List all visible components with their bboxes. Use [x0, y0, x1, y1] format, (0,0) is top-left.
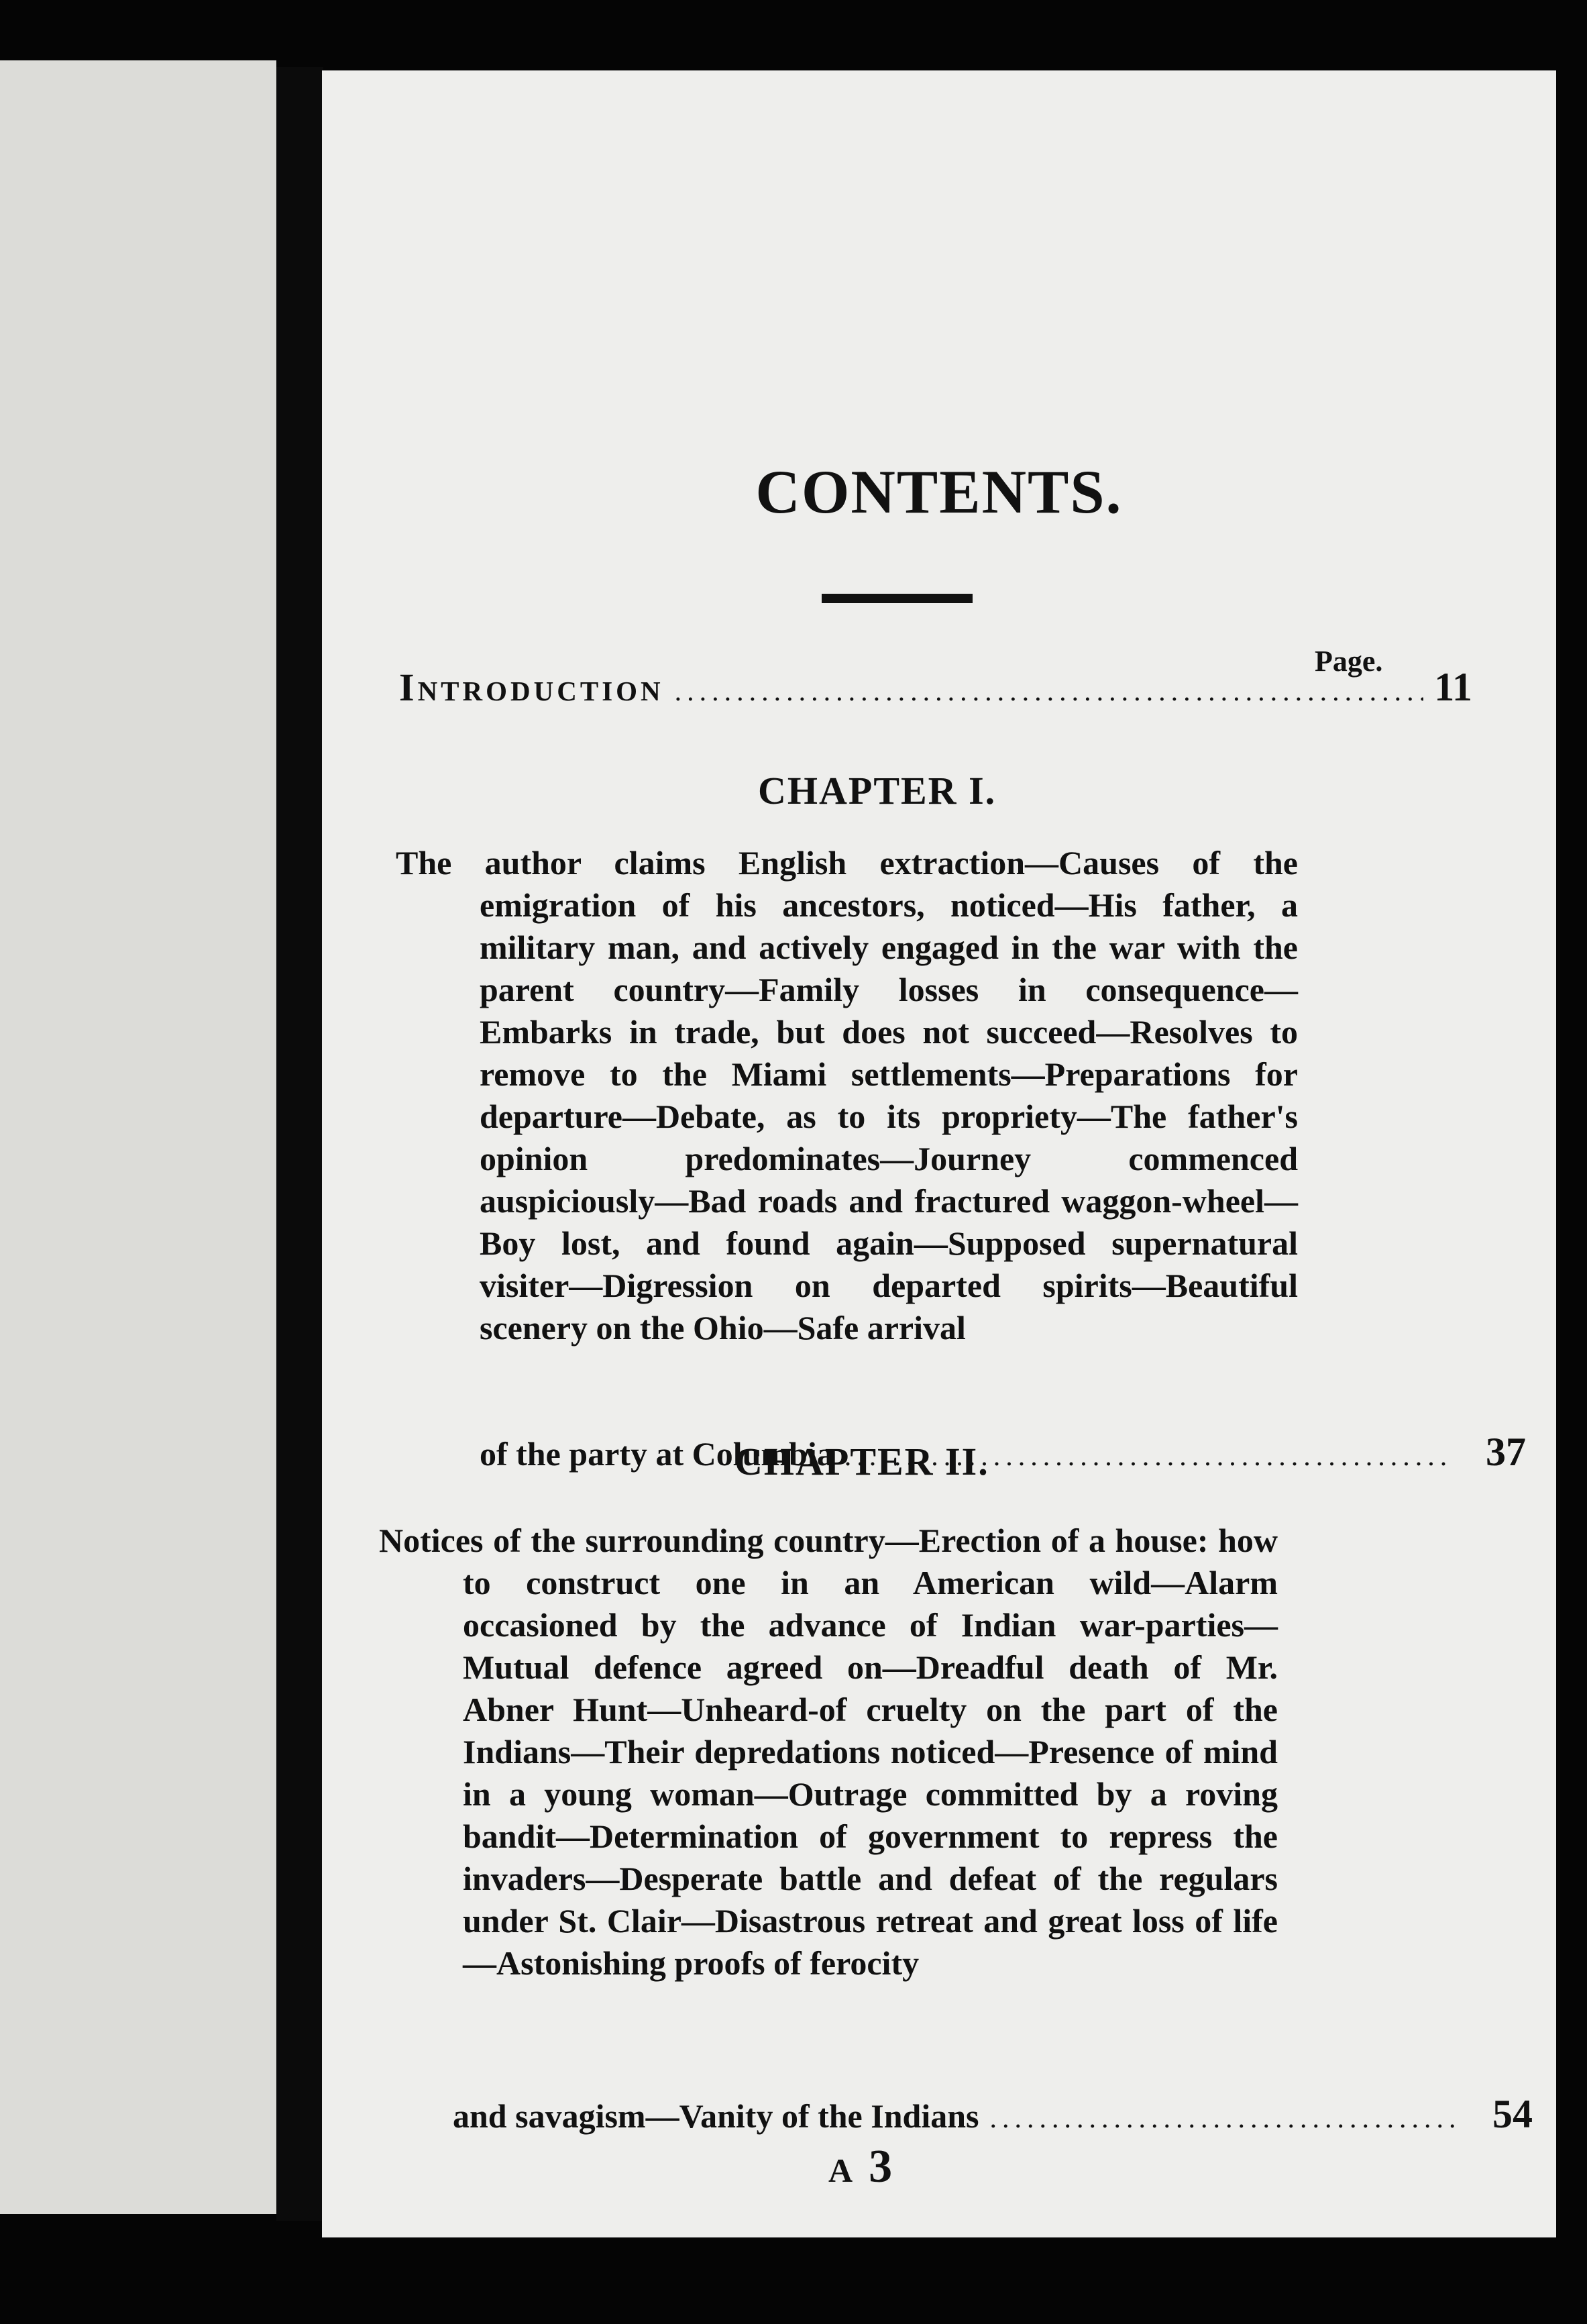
- chapter-2-summary: Notices of the surrounding country—Erection of a house: how to construct one in an American wild—Alarm occasioned by the advance of Indian war-parties—Mutual defence agreed on—Dreadful death of Mr. Abner Hunt—Unheard-of cruelty on the part of the Indians—Their depredations noticed—Presence of mind in a young woman—Outrage committed by a roving bandit—Determination of government to repress the invaders—Desperate battle and defeat of the regulars under St. Clair—Disastrous retreat and great loss of life—Astonishing proofs of ferocity: [379, 1522, 1278, 1982]
- leader-dots: [675, 676, 1424, 708]
- leader-dots: [989, 2103, 1459, 2135]
- page-heading: CONTENTS.: [755, 458, 1123, 526]
- chapter-2-title: CHAPTER II.: [734, 1440, 989, 1483]
- book-binding: [276, 67, 323, 2221]
- signature-mark: [828, 2140, 892, 2194]
- signature-letter: A: [828, 2152, 853, 2189]
- introduction-page-number: 11: [1434, 665, 1472, 709]
- toc-entry-introduction[interactable]: [399, 664, 1472, 710]
- contents-page: [322, 70, 1556, 2237]
- chapter-2-summary-end: and savagism—Vanity of the Indians: [453, 2097, 979, 2135]
- facing-page: [0, 60, 276, 2214]
- page-column-label: Page.: [1315, 645, 1383, 678]
- toc-entry-chapter-2[interactable]: [453, 2091, 1533, 2137]
- chapter-2-page-number: 54: [1492, 2092, 1533, 2136]
- chapter-1-summary: The author claims English extraction—Causes of the emigration of his ancestors, noticed—His father, a military man, and actively engaged in the war with the parent country—Family losses in consequence—Embarks in trade, but does not succeed—Resolves to remove to the Miami settlements—Preparations for departure—Debate, as to its propriety—The father's opinion predominates—Journey commenced auspiciously—Bad roads and fractured waggon-wheel—Boy lost, and found again—Supposed supernatural visiter—Digression on departed spirits—Beautiful scenery on the Ohio—Safe arrival: [396, 844, 1298, 1346]
- heading-rule: [822, 594, 973, 603]
- introduction-label: Introduction: [399, 666, 664, 709]
- chapter-1-summary-end: of the party at Columbia: [480, 1435, 834, 1473]
- toc-entry-chapter-1[interactable]: [480, 1429, 1526, 1475]
- chapter-1-page-number: 37: [1486, 1430, 1526, 1474]
- signature-number: 3: [869, 2141, 893, 2193]
- chapter-1-title: CHAPTER I.: [758, 769, 997, 812]
